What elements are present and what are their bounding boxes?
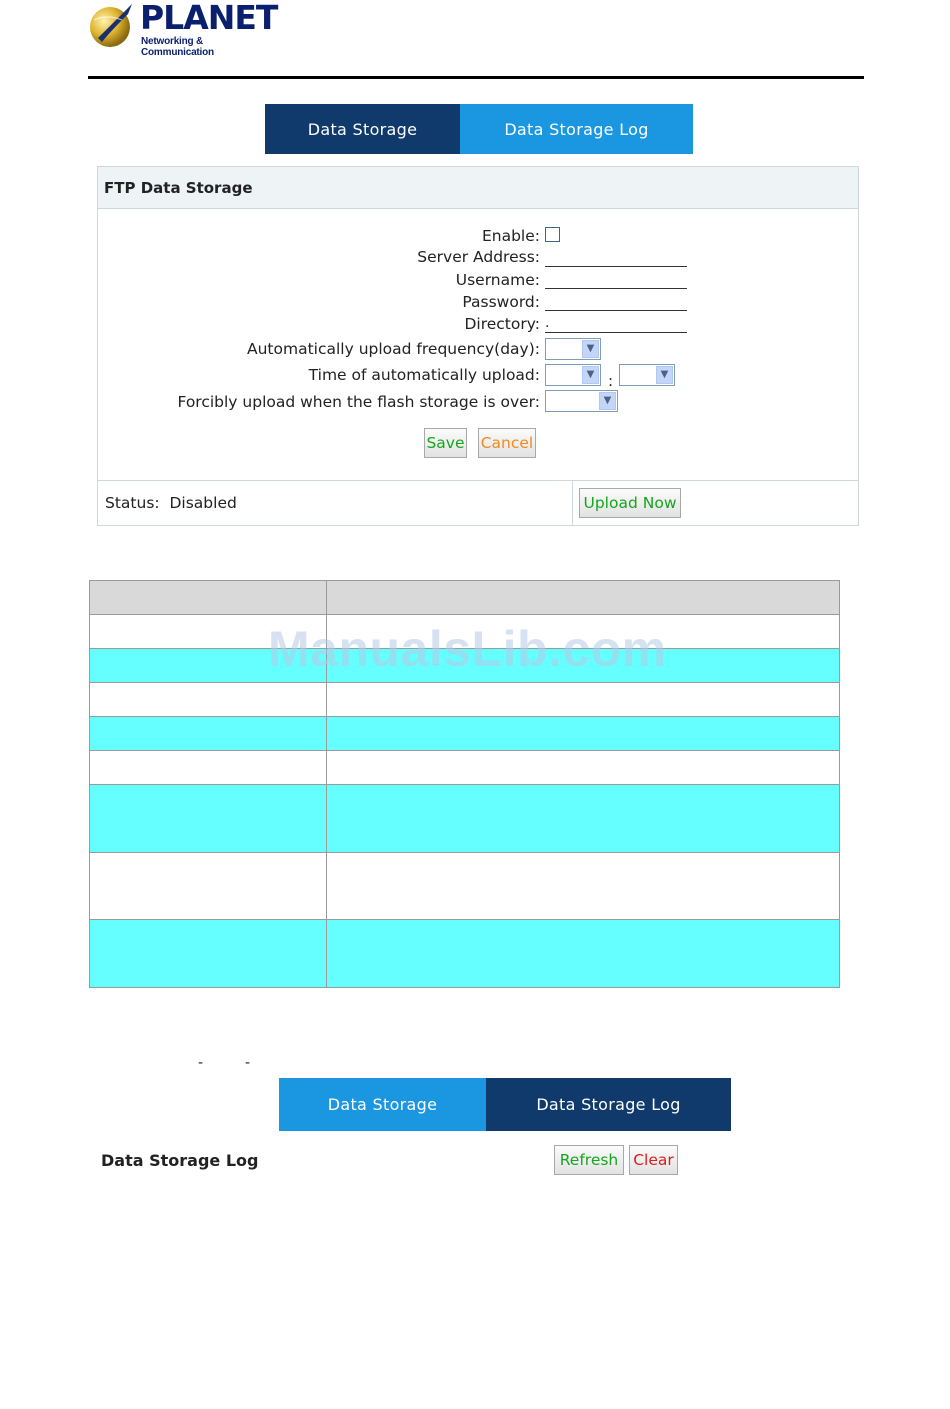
status-row <box>98 480 858 526</box>
time-minute-select[interactable] <box>619 364 675 386</box>
tab-data-storage[interactable]: Data Storage <box>279 1078 486 1131</box>
tab-data-storage-log[interactable]: Data Storage Log <box>460 104 693 154</box>
stray-dash: - <box>198 1055 204 1071</box>
refresh-button[interactable]: Refresh <box>554 1145 624 1175</box>
forcibly-upload-label: Forcibly upload when the flash storage is over: <box>177 393 540 411</box>
chevron-down-icon: ▼ <box>599 392 616 410</box>
password-label: Password: <box>462 293 540 311</box>
table-row <box>90 683 840 717</box>
chevron-down-icon: ▼ <box>582 366 599 384</box>
planet-logo <box>88 0 278 58</box>
enable-label: Enable: <box>481 227 540 245</box>
table-row <box>90 920 840 988</box>
forcibly-upload-select[interactable] <box>545 390 618 412</box>
log-title: Data Storage Log <box>101 1151 259 1170</box>
username-input[interactable] <box>545 270 687 289</box>
server-address-label: Server Address: <box>417 248 540 266</box>
header-rule <box>88 76 864 79</box>
brand-name: PLANET <box>140 0 278 37</box>
upload-now-button[interactable]: Upload Now <box>579 488 681 518</box>
ftp-data-storage-panel <box>97 166 859 526</box>
table-header-row <box>90 581 840 615</box>
frequency-select[interactable] <box>545 338 601 360</box>
table-row <box>90 785 840 853</box>
time-label: Time of automatically upload: <box>308 366 540 384</box>
watermark: ManualsLib.com <box>268 621 667 677</box>
time-hour-select[interactable] <box>545 364 601 386</box>
cancel-button[interactable]: Cancel <box>478 428 536 458</box>
status-divider <box>572 481 573 526</box>
frequency-label: Automatically upload frequency(day): <box>247 340 540 358</box>
tab-data-storage-log[interactable]: Data Storage Log <box>486 1078 731 1131</box>
table-row <box>90 717 840 751</box>
enable-checkbox[interactable] <box>545 227 560 242</box>
directory-label: Directory: <box>464 315 540 333</box>
time-separator: : <box>608 372 614 390</box>
server-address-input[interactable] <box>545 248 687 267</box>
table-row <box>90 751 840 785</box>
chevron-down-icon: ▼ <box>656 366 673 384</box>
stray-dash: - <box>245 1055 251 1071</box>
panel-title: FTP Data Storage <box>104 179 253 197</box>
save-button[interactable]: Save <box>424 428 467 458</box>
password-input[interactable] <box>545 292 687 311</box>
status-text <box>105 494 237 512</box>
tab-data-storage[interactable]: Data Storage <box>265 104 460 154</box>
chevron-down-icon: ▼ <box>582 340 599 358</box>
directory-input[interactable]: . <box>545 314 687 333</box>
brand-tagline: Networking & Communication <box>141 36 214 58</box>
status-label: Status: <box>105 494 160 512</box>
planet-globe-icon <box>88 0 134 50</box>
table-row <box>90 853 840 920</box>
panel-header <box>98 167 858 209</box>
status-value: Disabled <box>169 494 237 512</box>
clear-button[interactable]: Clear <box>629 1145 678 1175</box>
username-label: Username: <box>455 271 540 289</box>
